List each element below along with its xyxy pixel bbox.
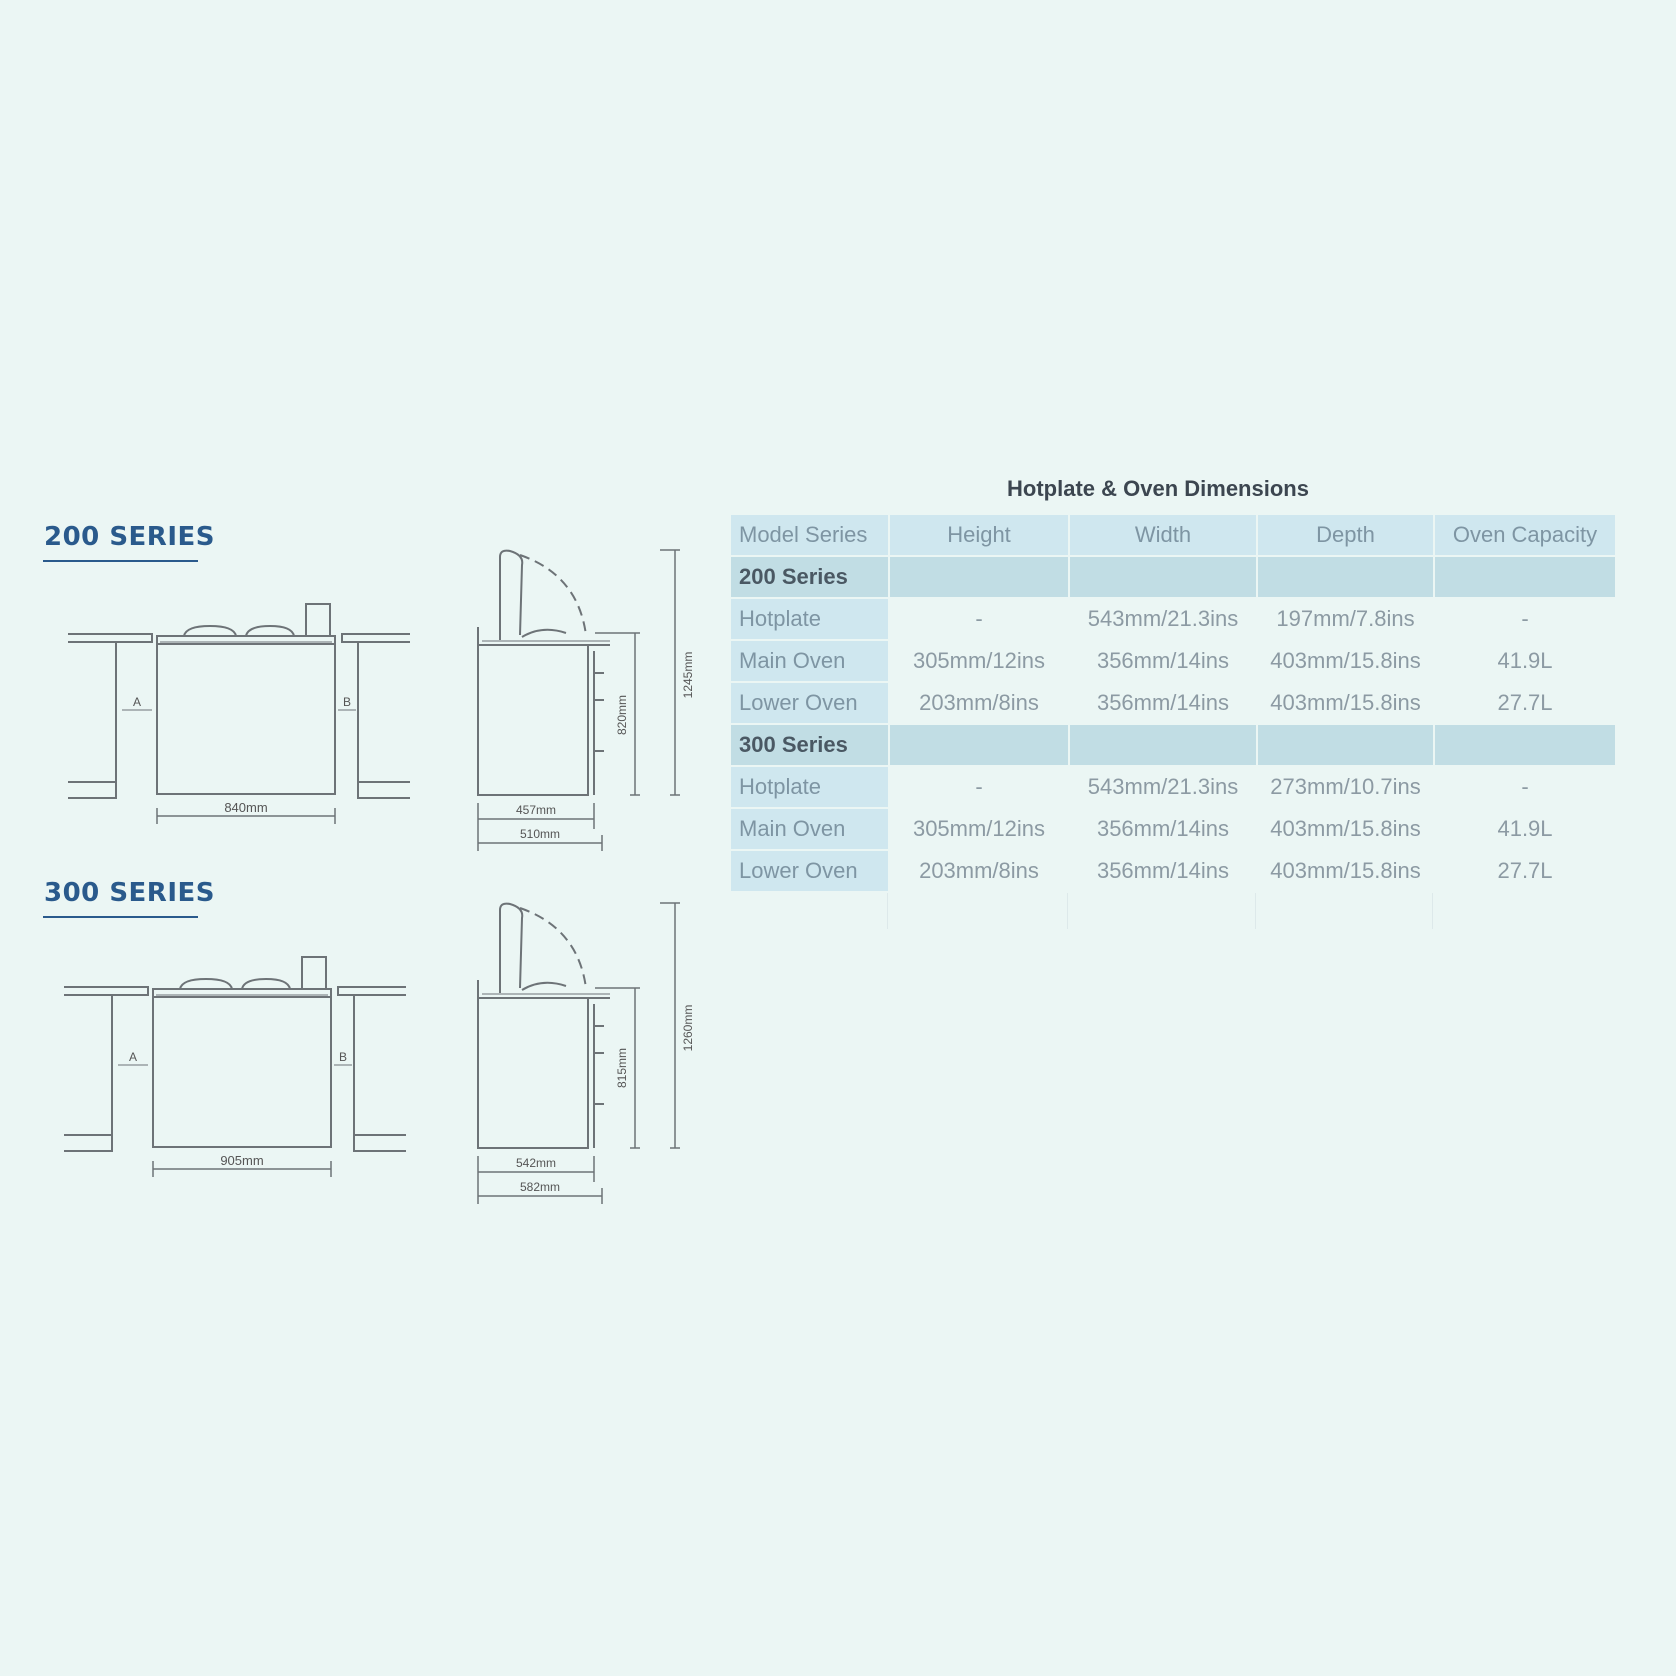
series-300-total-depth-label: 582mm (519, 1180, 561, 1194)
series-300-heading: 300 SERIES (44, 878, 215, 908)
group-label: 300 Series (731, 725, 888, 765)
series-200-height-label: 820mm (615, 694, 629, 736)
cell-height: 203mm/8ins (919, 690, 1039, 715)
cell-depth: 273mm/10.7ins (1270, 774, 1421, 799)
row-label: Main Oven (731, 641, 888, 681)
cell-depth: 403mm/15.8ins (1270, 816, 1421, 841)
series-300-front-drawing (56, 945, 416, 1185)
table-row (731, 809, 1615, 849)
cell-oven-capacity: 41.9L (1497, 648, 1553, 673)
series-200-gap-a: A (132, 695, 142, 709)
series-300-width-label: 905mm (220, 1153, 264, 1168)
dimensions-table (729, 513, 1617, 931)
table-row (731, 767, 1615, 807)
cell-height: 305mm/12ins (912, 816, 1046, 841)
series-300-depth-label: 542mm (515, 1156, 557, 1170)
cell-width: 356mm/14ins (1096, 648, 1230, 673)
column-header-height: Height (890, 515, 1068, 555)
table-header-row (731, 515, 1615, 555)
cell-oven-capacity: - (1521, 606, 1529, 631)
cell-depth: 403mm/15.8ins (1270, 858, 1421, 883)
cell-oven-capacity: 27.7L (1497, 690, 1553, 715)
series-200-depth-label: 457mm (515, 803, 557, 817)
cell-width: 356mm/14ins (1096, 816, 1230, 841)
series-200-side-drawing (470, 545, 710, 855)
column-header-width: Width (1070, 515, 1256, 555)
cell-width: 543mm/21.3ins (1087, 774, 1239, 799)
series-300-underline (43, 916, 198, 918)
column-header-oven-capacity: Oven Capacity (1435, 515, 1615, 555)
group-row-200-series (731, 557, 1615, 597)
cell-oven-capacity: 27.7L (1497, 858, 1553, 883)
column-header-model-series: Model Series (731, 515, 888, 555)
series-300-total-height-label: 1260mm (681, 1004, 695, 1052)
cell-height: - (975, 606, 983, 631)
group-label: 200 Series (731, 557, 888, 597)
table-row (731, 683, 1615, 723)
cell-depth: 403mm/15.8ins (1270, 690, 1421, 715)
series-200-heading: 200 SERIES (44, 522, 215, 552)
cell-oven-capacity: 41.9L (1497, 816, 1553, 841)
column-header-depth: Depth (1258, 515, 1433, 555)
series-200-front-drawing (60, 590, 420, 830)
series-200-underline (43, 560, 198, 562)
cell-height: 203mm/8ins (919, 858, 1039, 883)
cell-depth: 403mm/15.8ins (1270, 648, 1421, 673)
row-label: Lower Oven (731, 851, 888, 891)
row-label: Hotplate (731, 599, 888, 639)
table-title: Hotplate & Oven Dimensions (1007, 476, 1309, 501)
series-200-total-height-label: 1245mm (681, 651, 695, 699)
series-300-height-label: 815mm (615, 1047, 629, 1089)
series-300-gap-b: B (338, 1050, 348, 1064)
cell-height: - (975, 774, 983, 799)
cell-oven-capacity: - (1521, 774, 1529, 799)
table-row (731, 851, 1615, 891)
cell-width: 356mm/14ins (1096, 690, 1230, 715)
cell-height: 305mm/12ins (912, 648, 1046, 673)
table-row (731, 599, 1615, 639)
row-label: Lower Oven (731, 683, 888, 723)
series-200-width-label: 840mm (224, 800, 268, 815)
row-label: Hotplate (731, 767, 888, 807)
cell-depth: 197mm/7.8ins (1276, 606, 1415, 631)
series-300-gap-a: A (128, 1050, 138, 1064)
row-label: Main Oven (731, 809, 888, 849)
cell-width: 356mm/14ins (1096, 858, 1230, 883)
table-row (731, 641, 1615, 681)
table-filler-row (731, 893, 1615, 929)
series-200-gap-b: B (342, 695, 352, 709)
series-200-total-depth-label: 510mm (519, 827, 561, 841)
group-row-300-series (731, 725, 1615, 765)
cell-width: 543mm/21.3ins (1087, 606, 1239, 631)
series-300-side-drawing (470, 898, 710, 1208)
